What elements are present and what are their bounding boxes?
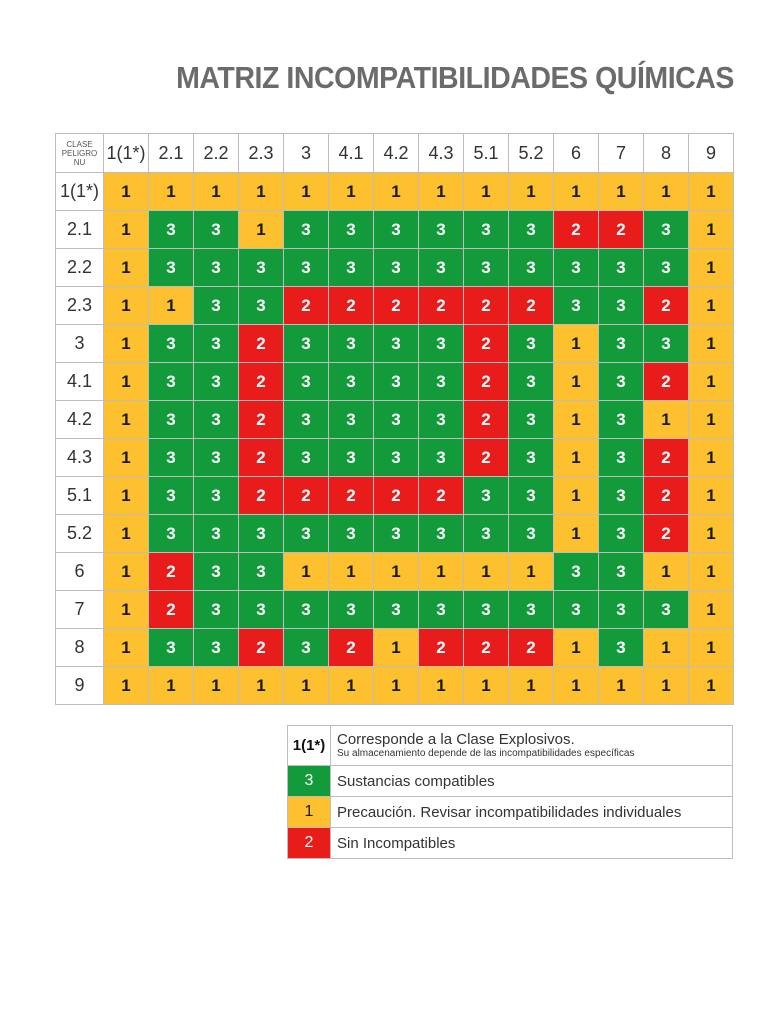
matrix-cell: 3 <box>419 325 464 363</box>
matrix-row <box>56 401 734 439</box>
matrix-cell: 1 <box>104 363 149 401</box>
matrix-cell: 3 <box>194 477 239 515</box>
matrix-cell: 1 <box>689 553 734 591</box>
matrix-cell: 3 <box>284 439 329 477</box>
matrix-cell: 2 <box>329 629 374 667</box>
matrix-cell: 3 <box>509 477 554 515</box>
matrix-cell: 1 <box>374 173 419 211</box>
matrix-cell: 1 <box>554 439 599 477</box>
corner-label-line: CLASE <box>66 139 93 149</box>
matrix-cell: 2 <box>419 629 464 667</box>
matrix-cell: 2 <box>554 211 599 249</box>
matrix-cell: 1 <box>104 439 149 477</box>
row-header: 4.3 <box>56 439 104 477</box>
matrix-row <box>56 477 734 515</box>
matrix-cell: 3 <box>149 325 194 363</box>
matrix-cell: 2 <box>374 477 419 515</box>
legend-row-explosives <box>288 726 733 766</box>
matrix-cell: 1 <box>329 667 374 705</box>
legend <box>287 725 733 859</box>
legend-main-text: Corresponde a la Clase Explosivos. <box>337 730 575 748</box>
matrix-cell: 1 <box>104 591 149 629</box>
matrix-cell: 3 <box>509 515 554 553</box>
matrix-cell: 3 <box>419 211 464 249</box>
matrix-cell: 1 <box>374 667 419 705</box>
matrix-cell: 2 <box>239 401 284 439</box>
matrix-row <box>56 173 734 211</box>
matrix-cell: 3 <box>464 477 509 515</box>
matrix-cell: 3 <box>374 325 419 363</box>
matrix-cell: 1 <box>104 249 149 287</box>
matrix-cell: 3 <box>464 515 509 553</box>
column-header: 2.2 <box>194 134 239 173</box>
matrix-cell: 2 <box>644 363 689 401</box>
matrix-cell: 3 <box>284 325 329 363</box>
matrix-cell: 2 <box>464 401 509 439</box>
matrix-cell: 1 <box>689 325 734 363</box>
matrix-cell: 3 <box>329 363 374 401</box>
matrix-cell: 1 <box>599 667 644 705</box>
matrix-cell: 1 <box>419 173 464 211</box>
column-header: 4.1 <box>329 134 374 173</box>
legend-key: 2 <box>288 828 331 859</box>
matrix-cell: 2 <box>284 477 329 515</box>
legend-text: Sin Incompatibles <box>331 828 733 859</box>
legend-key: 1 <box>288 797 331 828</box>
matrix-cell: 2 <box>149 591 194 629</box>
matrix-cell: 2 <box>464 325 509 363</box>
matrix-cell: 3 <box>509 211 554 249</box>
column-header: 4.3 <box>419 134 464 173</box>
matrix-cell: 1 <box>689 249 734 287</box>
matrix-cell: 1 <box>104 553 149 591</box>
matrix-cell: 2 <box>644 287 689 325</box>
matrix-cell: 3 <box>419 363 464 401</box>
matrix-row <box>56 363 734 401</box>
legend-text <box>331 726 733 766</box>
matrix-cell: 1 <box>329 173 374 211</box>
matrix-row <box>56 325 734 363</box>
matrix-cell: 3 <box>374 249 419 287</box>
row-header: 5.1 <box>56 477 104 515</box>
matrix-cell: 3 <box>419 515 464 553</box>
corner-label-line: PELIGRO <box>61 148 98 158</box>
matrix-cell: 3 <box>194 553 239 591</box>
column-header: 5.2 <box>509 134 554 173</box>
matrix-cell: 3 <box>509 249 554 287</box>
matrix-cell: 3 <box>644 211 689 249</box>
matrix-cell: 1 <box>554 173 599 211</box>
legend-key: 1(1*) <box>288 726 331 766</box>
matrix-cell: 3 <box>599 325 644 363</box>
matrix-cell: 1 <box>374 629 419 667</box>
matrix-cell: 2 <box>419 287 464 325</box>
matrix-cell: 1 <box>689 211 734 249</box>
matrix-cell: 3 <box>464 591 509 629</box>
matrix-cell: 1 <box>644 553 689 591</box>
matrix-cell: 3 <box>419 401 464 439</box>
matrix-cell: 1 <box>554 477 599 515</box>
matrix-cell: 2 <box>464 363 509 401</box>
matrix-row <box>56 629 734 667</box>
matrix-cell: 3 <box>194 249 239 287</box>
matrix-cell: 1 <box>554 629 599 667</box>
legend-row-incompatible <box>288 828 733 859</box>
matrix-cell: 3 <box>374 363 419 401</box>
matrix-cell: 3 <box>329 249 374 287</box>
matrix-cell: 1 <box>104 667 149 705</box>
matrix-cell: 1 <box>509 553 554 591</box>
page-title: MATRIZ INCOMPATIBILIDADES QUÍMICAS <box>176 60 735 95</box>
matrix-cell: 1 <box>374 553 419 591</box>
column-header: 8 <box>644 134 689 173</box>
column-header: 9 <box>689 134 734 173</box>
row-header: 4.2 <box>56 401 104 439</box>
matrix-cell: 3 <box>554 553 599 591</box>
matrix-cell: 2 <box>509 629 554 667</box>
matrix-cell: 2 <box>464 629 509 667</box>
matrix-cell: 2 <box>509 287 554 325</box>
matrix-cell: 3 <box>554 591 599 629</box>
matrix-cell: 1 <box>104 325 149 363</box>
matrix-cell: 2 <box>239 477 284 515</box>
matrix-cell: 1 <box>689 173 734 211</box>
matrix-cell: 3 <box>374 211 419 249</box>
matrix-cell: 3 <box>509 363 554 401</box>
matrix-cell: 3 <box>599 629 644 667</box>
matrix-cell: 1 <box>419 667 464 705</box>
matrix-cell: 3 <box>284 249 329 287</box>
matrix-cell: 1 <box>149 287 194 325</box>
matrix-cell: 3 <box>599 249 644 287</box>
row-header: 8 <box>56 629 104 667</box>
legend-text: Sustancias compatibles <box>331 766 733 797</box>
legend-text: Precaución. Revisar incompatibilidades individuales <box>331 797 733 828</box>
matrix-cell: 1 <box>149 173 194 211</box>
matrix-cell: 3 <box>644 249 689 287</box>
matrix-cell: 1 <box>104 515 149 553</box>
matrix-cell: 1 <box>104 173 149 211</box>
matrix-cell: 3 <box>194 325 239 363</box>
legend-row-caution <box>288 797 733 828</box>
matrix-cell: 3 <box>509 401 554 439</box>
matrix-cell: 1 <box>644 667 689 705</box>
matrix-row <box>56 249 734 287</box>
column-header: 5.1 <box>464 134 509 173</box>
matrix-cell: 3 <box>149 629 194 667</box>
matrix-row <box>56 439 734 477</box>
matrix-cell: 3 <box>419 591 464 629</box>
matrix-cell: 3 <box>599 401 644 439</box>
row-header: 2.2 <box>56 249 104 287</box>
matrix-cell: 1 <box>239 667 284 705</box>
matrix-cell: 3 <box>599 515 644 553</box>
matrix-cell: 1 <box>689 439 734 477</box>
legend-sub-text: Su almacenamiento depende de las incompatibilidades específicas <box>337 747 635 759</box>
column-header: 2.3 <box>239 134 284 173</box>
matrix-cell: 2 <box>239 325 284 363</box>
matrix-cell: 1 <box>104 629 149 667</box>
compatibility-matrix <box>55 133 734 705</box>
matrix-cell: 1 <box>104 477 149 515</box>
matrix-cell: 3 <box>329 325 374 363</box>
matrix-cell: 1 <box>689 667 734 705</box>
matrix-cell: 1 <box>644 173 689 211</box>
matrix-row <box>56 211 734 249</box>
matrix-cell: 2 <box>284 287 329 325</box>
matrix-cell: 1 <box>194 173 239 211</box>
matrix-cell: 1 <box>104 287 149 325</box>
matrix-cell: 1 <box>554 325 599 363</box>
matrix-row <box>56 591 734 629</box>
matrix-cell: 3 <box>374 401 419 439</box>
matrix-cell: 3 <box>374 515 419 553</box>
column-header: 3 <box>284 134 329 173</box>
matrix-cell: 2 <box>149 553 194 591</box>
row-header: 1(1*) <box>56 173 104 211</box>
column-header-row <box>56 134 734 173</box>
column-header: 7 <box>599 134 644 173</box>
matrix-cell: 3 <box>239 591 284 629</box>
matrix-row <box>56 287 734 325</box>
matrix-cell: 3 <box>599 477 644 515</box>
matrix-cell: 3 <box>509 591 554 629</box>
matrix-cell: 3 <box>599 591 644 629</box>
matrix-cell: 3 <box>149 363 194 401</box>
matrix-cell: 3 <box>644 591 689 629</box>
matrix-cell: 3 <box>284 629 329 667</box>
matrix-cell: 3 <box>239 287 284 325</box>
matrix-cell: 3 <box>194 363 239 401</box>
matrix-cell: 3 <box>284 363 329 401</box>
matrix-cell: 1 <box>689 477 734 515</box>
matrix-cell: 1 <box>644 629 689 667</box>
matrix-cell: 3 <box>194 515 239 553</box>
matrix-cell: 3 <box>464 211 509 249</box>
matrix-cell: 1 <box>689 363 734 401</box>
matrix-cell: 1 <box>284 553 329 591</box>
matrix-cell: 1 <box>509 667 554 705</box>
matrix-cell: 2 <box>239 439 284 477</box>
matrix-cell: 3 <box>599 363 644 401</box>
matrix-row <box>56 667 734 705</box>
matrix-cell: 1 <box>689 591 734 629</box>
matrix-cell: 3 <box>374 439 419 477</box>
matrix-cell: 1 <box>554 515 599 553</box>
matrix-cell: 3 <box>599 287 644 325</box>
matrix-cell: 3 <box>194 439 239 477</box>
matrix-cell: 3 <box>284 591 329 629</box>
matrix-cell: 1 <box>554 363 599 401</box>
matrix-cell: 1 <box>689 515 734 553</box>
column-header: 4.2 <box>374 134 419 173</box>
matrix-cell: 1 <box>509 173 554 211</box>
matrix-cell: 3 <box>599 553 644 591</box>
matrix-cell: 1 <box>689 629 734 667</box>
matrix-cell: 1 <box>104 211 149 249</box>
row-header: 7 <box>56 591 104 629</box>
matrix-cell: 1 <box>104 401 149 439</box>
matrix-cell: 1 <box>464 173 509 211</box>
matrix-cell: 3 <box>149 249 194 287</box>
matrix-cell: 3 <box>149 401 194 439</box>
matrix-cell: 1 <box>419 553 464 591</box>
matrix-cell: 3 <box>284 515 329 553</box>
corner-label <box>56 134 104 173</box>
column-header: 1(1*) <box>104 134 149 173</box>
matrix-cell: 3 <box>149 477 194 515</box>
matrix-cell: 2 <box>644 477 689 515</box>
matrix-cell: 3 <box>329 591 374 629</box>
matrix-cell: 2 <box>644 515 689 553</box>
matrix-cell: 1 <box>284 173 329 211</box>
matrix-row <box>56 553 734 591</box>
matrix-row <box>56 515 734 553</box>
matrix-cell: 3 <box>554 249 599 287</box>
matrix-cell: 3 <box>419 439 464 477</box>
matrix-cell: 2 <box>419 477 464 515</box>
matrix-cell: 1 <box>689 401 734 439</box>
row-header: 3 <box>56 325 104 363</box>
row-header: 2.3 <box>56 287 104 325</box>
matrix-cell: 3 <box>554 287 599 325</box>
matrix-cell: 3 <box>644 325 689 363</box>
matrix-cell: 3 <box>194 591 239 629</box>
matrix-cell: 3 <box>329 211 374 249</box>
matrix-cell: 2 <box>329 287 374 325</box>
matrix-cell: 3 <box>374 591 419 629</box>
row-header: 5.2 <box>56 515 104 553</box>
matrix-cell: 3 <box>509 325 554 363</box>
matrix-cell: 3 <box>464 249 509 287</box>
matrix-cell: 1 <box>149 667 194 705</box>
legend-key: 3 <box>288 766 331 797</box>
corner-label-line: NU <box>73 157 86 167</box>
matrix-cell: 3 <box>194 287 239 325</box>
matrix-cell: 1 <box>239 173 284 211</box>
matrix-cell: 2 <box>599 211 644 249</box>
matrix-cell: 1 <box>554 401 599 439</box>
row-header: 4.1 <box>56 363 104 401</box>
matrix-cell: 2 <box>644 439 689 477</box>
matrix-cell: 2 <box>374 287 419 325</box>
matrix-cell: 2 <box>239 363 284 401</box>
matrix-cell: 3 <box>194 629 239 667</box>
matrix-cell: 1 <box>464 553 509 591</box>
matrix-cell: 2 <box>464 439 509 477</box>
matrix-cell: 1 <box>464 667 509 705</box>
row-header: 6 <box>56 553 104 591</box>
matrix-cell: 3 <box>329 401 374 439</box>
matrix-cell: 3 <box>419 249 464 287</box>
matrix-cell: 2 <box>464 287 509 325</box>
matrix-cell: 1 <box>644 401 689 439</box>
matrix-cell: 1 <box>284 667 329 705</box>
matrix-cell: 3 <box>239 515 284 553</box>
row-header: 2.1 <box>56 211 104 249</box>
matrix-cell: 3 <box>329 515 374 553</box>
matrix-cell: 3 <box>599 439 644 477</box>
matrix-cell: 1 <box>599 173 644 211</box>
legend-row-compatible <box>288 766 733 797</box>
matrix-cell: 3 <box>149 439 194 477</box>
matrix-cell: 3 <box>194 211 239 249</box>
matrix-cell: 1 <box>194 667 239 705</box>
matrix-cell: 1 <box>329 553 374 591</box>
matrix-cell: 3 <box>509 439 554 477</box>
matrix-cell: 2 <box>239 629 284 667</box>
matrix-cell: 3 <box>284 211 329 249</box>
matrix-cell: 3 <box>239 553 284 591</box>
matrix-cell: 3 <box>149 211 194 249</box>
matrix-cell: 1 <box>554 667 599 705</box>
row-header: 9 <box>56 667 104 705</box>
matrix-cell: 3 <box>149 515 194 553</box>
matrix-cell: 1 <box>689 287 734 325</box>
matrix-cell: 3 <box>284 401 329 439</box>
column-header: 2.1 <box>149 134 194 173</box>
matrix-cell: 3 <box>329 439 374 477</box>
matrix-cell: 2 <box>329 477 374 515</box>
matrix-cell: 3 <box>194 401 239 439</box>
matrix-cell: 1 <box>239 211 284 249</box>
column-header: 6 <box>554 134 599 173</box>
matrix-cell: 3 <box>239 249 284 287</box>
